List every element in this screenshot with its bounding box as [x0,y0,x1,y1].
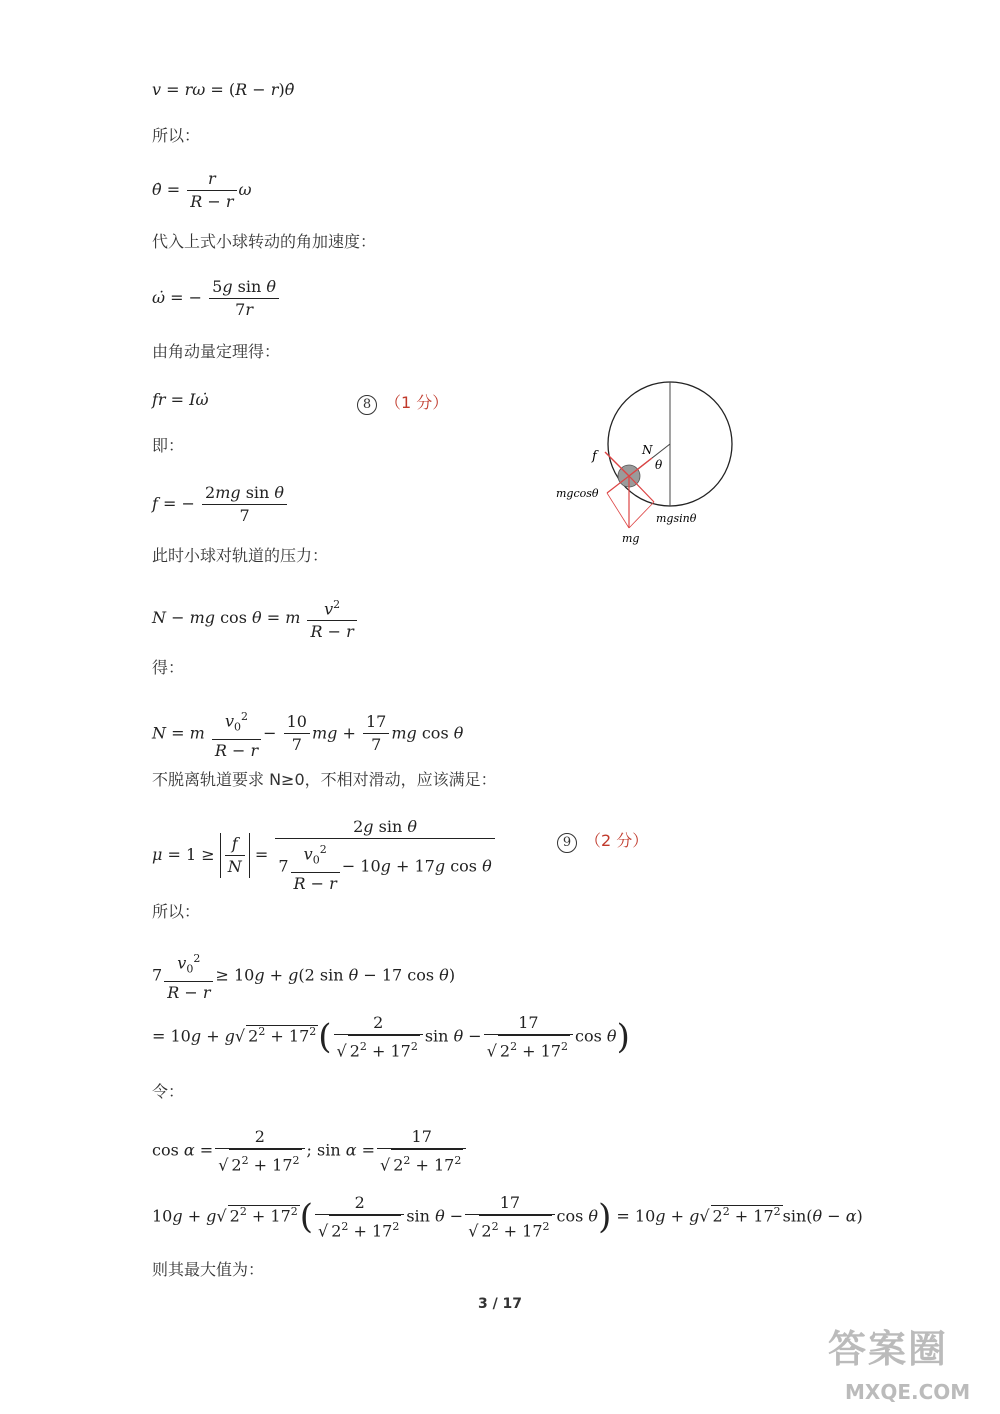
label-N: N [642,443,653,457]
eq-friction: f = − $\frac{\text{2mg sin θ}}{7}$ [152,482,289,527]
text-line-3: 由角动量定理得： [152,342,281,361]
force-diagram [550,380,750,550]
eq-velocity: v = rω = (R − r)θ̇ [152,80,295,99]
page-number: 3 / 17 [477,1296,523,1312]
watermark-logo: 答案圈 [828,1327,949,1371]
label-mgcos: mgcosθ [556,487,599,500]
eq-N-result: N = m $\frac{v_0^2}{R - r}$ − $\frac{10}{7}$ mg + $\frac{17}{7}$ mg cos θ [152,706,463,762]
eq-omega-dot: ω̇ = − $\frac{\text{5g sin θ}}{7r}$ [152,276,281,321]
watermark-url: MXQE.COM [845,1380,971,1404]
eq-normal-force: N − mg cos θ = m $\frac{v^2}{R - r}$ [152,594,359,643]
text-line-5: 此时小球对轨道的压力： [152,546,329,565]
text-line-2: 代入上式小球转动的角加速度： [152,232,377,251]
label-mg: mg [622,532,640,545]
mg-projection-1 [607,493,629,528]
text-line-7: 不脱离轨道要求 N≥0，不相对滑动，应该满足： [152,770,497,789]
label-theta: θ [655,458,663,472]
label-f: f [592,449,597,464]
score-note-9 [557,828,648,853]
text-line-4: 即： [152,436,185,455]
score-note-8 [357,390,448,415]
text-line-1: 所以： [152,126,201,145]
friction-arrow [605,452,629,476]
eq-theta-dot: θ̇ = $\frac{r}{R - r}$ ω [152,169,252,211]
eq-expansion: = 10g + g√ $2^2 + 17^2$( $\frac{2}{√ 2^2 + 17^2}$ sin θ − $\frac{17}{√ 2^2 + 17^2}$ cos θ) [152,1013,630,1061]
circled-number-9: 9 [557,833,577,853]
mgsin-arrow [629,476,654,502]
text-line-8: 所以： [152,902,201,921]
text-line-9: 令： [152,1082,185,1101]
eq-sine-form: 10g + g√ $2^2 + 17^2$( $\frac{2}{√ 2^2 + 17^2}$ sin θ − $\frac{17}{√ 2^2 + 17^2}$ cos θ) = 10g + g√ $2^2 + 17^2$ sin(θ − α) [152,1193,863,1241]
eq-fr: fr = Iω̇ [152,390,209,409]
eq-mu-condition: μ = 1 ≥ $\frac{f}{N}$ = 2g sin θ 7 $\frac{v_0^2}{R - r}$ − 10g + 17g cos θ [152,816,497,895]
label-mgsin: mgsinθ [656,512,697,525]
mg-projection-2 [629,502,654,528]
score-8: （1 分） [385,393,449,412]
text-line-10: 则其最大值为： [152,1260,265,1279]
circled-number-8: 8 [357,395,377,415]
score-9: （2 分） [585,831,649,850]
eq-inequality: 7 $\frac{v_0^2}{R - r}$ ≥ 10g + g(2 sin θ − 17 cos θ) [152,948,455,1004]
eq-alpha-def: cos α = $\frac{2}{√ 2^2 + 17^2}$ ; sin α = $\frac{17}{√ 2^2 + 17^2}$ [152,1126,468,1176]
text-line-6: 得： [152,658,185,677]
